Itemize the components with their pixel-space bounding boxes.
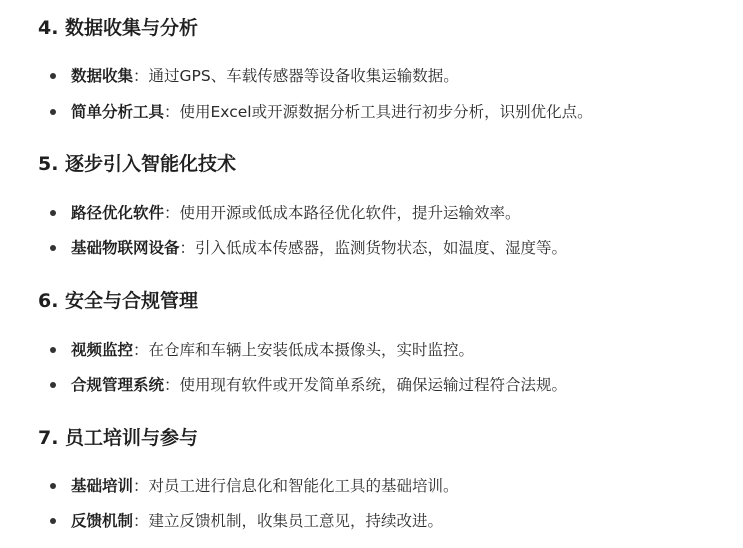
item-term: 路径优化软件 [71,204,165,222]
bullet-icon [50,483,56,489]
item-description: ：建立反馈机制，收集员工意见，持续改进。 [133,512,444,530]
list-item [50,235,567,261]
item-term: 合规管理系统 [71,376,165,394]
list-item [50,200,521,226]
item-description: ：通过GPS、车载传感器等设备收集运输数据。 [133,67,459,85]
item-term: 简单分析工具 [71,103,165,121]
section-heading: 5. 逐步引入智能化技术 [38,153,237,175]
item-description: ：使用开源或低成本路径优化软件，提升运输效率。 [164,204,521,222]
item-description: ：引入低成本传感器，监测货物状态，如温度、湿度等。 [179,239,568,257]
bullet-icon [50,73,56,79]
list-item [50,99,593,125]
list-item [50,473,459,499]
bullet-icon [50,109,56,115]
item-description: ：使用现有软件或开发简单系统，确保运输过程符合法规。 [164,376,568,394]
section-heading: 6. 安全与合规管理 [38,290,199,312]
item-term: 基础物联网设备 [71,239,180,257]
bullet-icon [50,382,56,388]
list-item [50,337,474,363]
item-description: ：使用Excel或开源数据分析工具进行初步分析，识别优化点。 [164,103,593,121]
item-term: 反馈机制 [71,512,134,530]
item-term: 数据收集 [71,67,134,85]
item-term: 视频监控 [71,341,134,359]
item-description: ：在仓库和车辆上安装低成本摄像头，实时监控。 [133,341,475,359]
list-item [50,508,443,534]
bullet-icon [50,518,56,524]
bullet-icon [50,245,56,251]
list-item [50,63,459,89]
bullet-icon [50,210,56,216]
item-description: ：对员工进行信息化和智能化工具的基础培训。 [133,477,459,495]
list-item [50,372,567,398]
section-heading: 7. 员工培训与参与 [38,427,199,449]
section-heading: 4. 数据收集与分析 [38,17,199,39]
bullet-icon [50,347,56,353]
item-term: 基础培训 [71,477,134,495]
